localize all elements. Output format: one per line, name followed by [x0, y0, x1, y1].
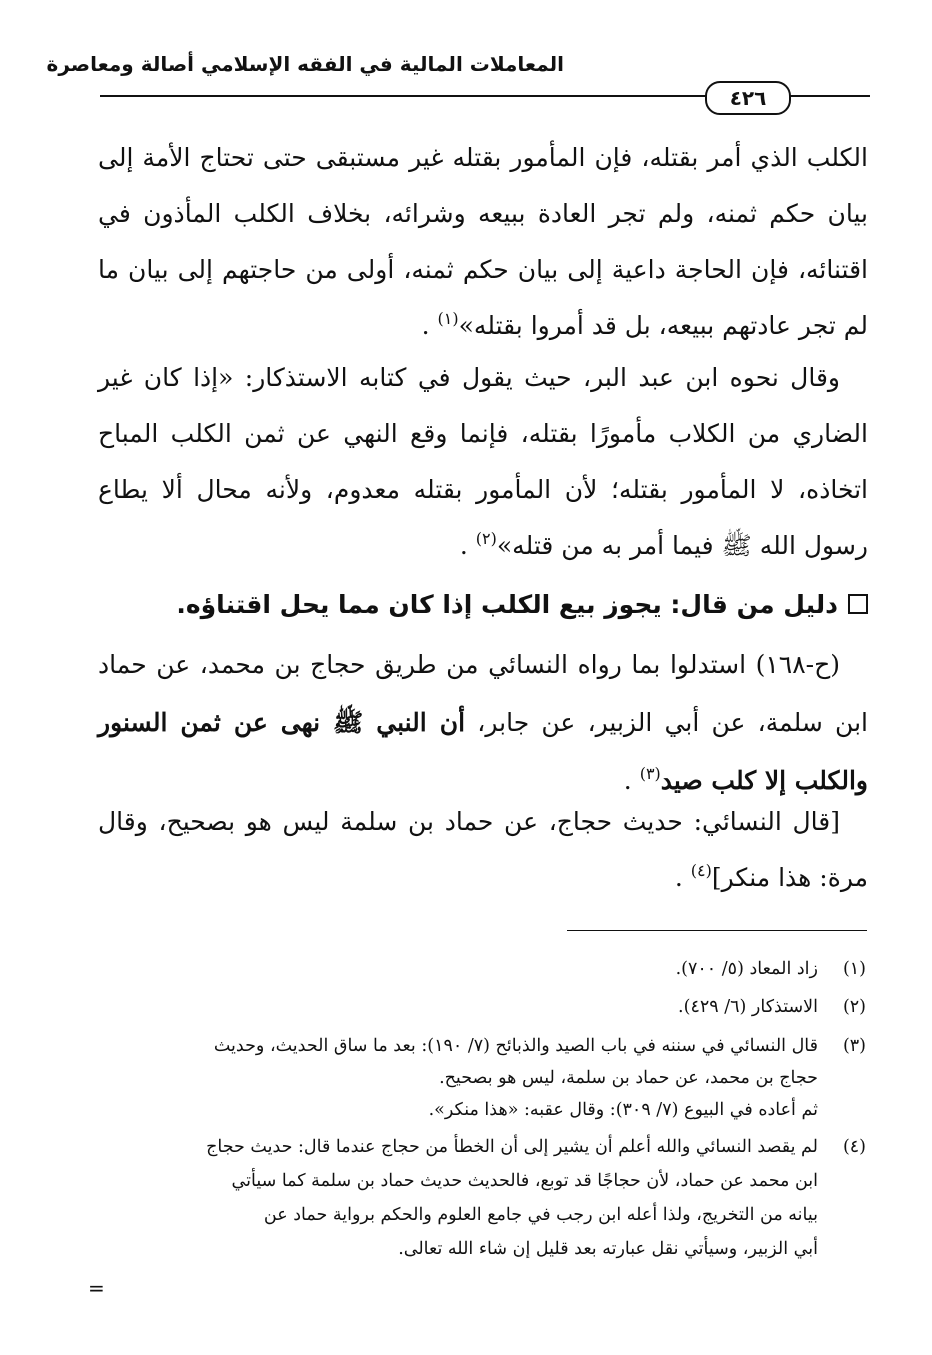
square-bullet-icon	[848, 594, 868, 614]
paragraph-2-end: .	[459, 531, 468, 560]
footnote-number: (٤)	[842, 1137, 866, 1157]
footnote-ref-4: (٤)	[690, 861, 712, 880]
footnote-line: قال النسائي في سننه في باب الصيد والذبائح (٧/ ١٩٠): بعد ما ساق الحديث، وحديث	[213, 1036, 818, 1056]
footnote-line: زاد المعاد (٥/ ٧٠٠).	[675, 959, 818, 979]
hadith-text: أن النبي ﷺ نهى عن ثمن السنور والكلب إلا كلب صيد	[98, 708, 868, 795]
paragraph-2	[98, 350, 868, 574]
footnote-line: لم يقصد النسائي والله أعلم أن يشير إلى أن الخطأ من حجاج عندما قال: حديث حجاج	[206, 1137, 818, 1157]
footnote-number: (٣)	[842, 1036, 866, 1056]
footnote-1	[86, 950, 866, 988]
paragraph-1-end: .	[421, 311, 430, 340]
paragraph-2-text: وقال نحوه ابن عبد البر، حيث يقول في كتابه الاستذكار: «إذا كان غير الضاري من الكلاب مأمورًا بقتله، فإنما وقع النهي عن ثمن الكلب المباح اتخاذه، لا المأمور بقتله؛ لأن المأمور بقتله معدوم، ولأنه محال ألا يطاع رسول الله ﷺ فيما أمر به من قتله»	[98, 363, 868, 560]
paragraph-3	[98, 636, 868, 810]
paragraph-3-text: (ح-١٦٨) استدلوا بما رواه النسائي من طريق حجاج بن محمد، عن حماد ابن سلمة، عن أبي الزبير، عن جابر،	[98, 650, 868, 737]
footnote-4	[86, 1130, 866, 1266]
footnote-number: (١)	[842, 959, 866, 979]
footnote-line: بيانه من التخريج، ولذا أعله ابن رجب في جامع العلوم والحكم برواية حماد عن	[263, 1205, 818, 1225]
paragraph-4-end: .	[674, 863, 683, 892]
footnote-line: الاستذكار (٦/ ٤٢٩).	[678, 997, 818, 1017]
footnote-ref-1: (١)	[437, 309, 459, 328]
footnote-number: (٢)	[842, 997, 866, 1017]
paragraph-1	[98, 130, 868, 354]
footnote-line: ابن محمد عن حماد، لأن حجاجًا قد توبع، فالحديث حديث حماد بن سلمة كما سيأتي	[231, 1171, 818, 1191]
footnote-line: حجاج بن محمد، عن حماد بن سلمة، ليس هو بصحيح.	[439, 1068, 818, 1088]
footnote-text	[86, 988, 818, 1026]
footnote-text	[86, 950, 818, 988]
footnote-line: ثم أعاده في البيوع (٧/ ٣٠٩): وقال عقبه: «هذا منكر».	[428, 1100, 818, 1120]
footnote-2	[86, 988, 866, 1026]
paragraph-4-text: [قال النسائي: حديث حجاج، عن حماد بن سلمة ليس هو بصحيح، وقال مرة: هذا منكر]	[98, 807, 868, 892]
paragraph-3-end: .	[623, 766, 632, 795]
footnote-3	[86, 1030, 866, 1126]
continuation-mark: =	[88, 1276, 105, 1300]
footnote-line: أبي الزبير، وسيأتي نقل عبارته بعد قليل إن شاء الله تعالى.	[398, 1239, 818, 1259]
section-heading-text: دليل من قال: يجوز بيع الكلب إذا كان مما يحل اقتناؤه.	[176, 590, 838, 619]
footnote-ref-2: (٢)	[475, 529, 497, 548]
paragraph-1-text: الكلب الذي أمر بقتله، فإن المأمور بقتله غير مستبقى حتى تحتاج الأمة إلى بيان حكم ثمنه، ولم تجر العادة ببيعه وشرائه، بخلاف الكلب المأذون في اقتنائه، فإن الحاجة داعية إلى بيان حكم ثمنه، أولى من حاجتهم إلى بيان ما لم تجر عادتهم ببيعه، بل قد أمروا بقتله»	[98, 143, 868, 340]
section-heading	[68, 582, 868, 628]
paragraph-4	[98, 794, 868, 906]
running-title: المعاملات المالية في الفقه الإسلامي أصالة ومعاصرة	[46, 52, 564, 76]
page-number: ٤٢٦	[705, 81, 791, 115]
footnotes	[86, 950, 866, 1266]
footnote-text	[86, 1130, 818, 1266]
footnote-separator	[567, 930, 867, 931]
footnote-text	[86, 1030, 818, 1126]
footnote-ref-3: (٣)	[639, 764, 661, 783]
